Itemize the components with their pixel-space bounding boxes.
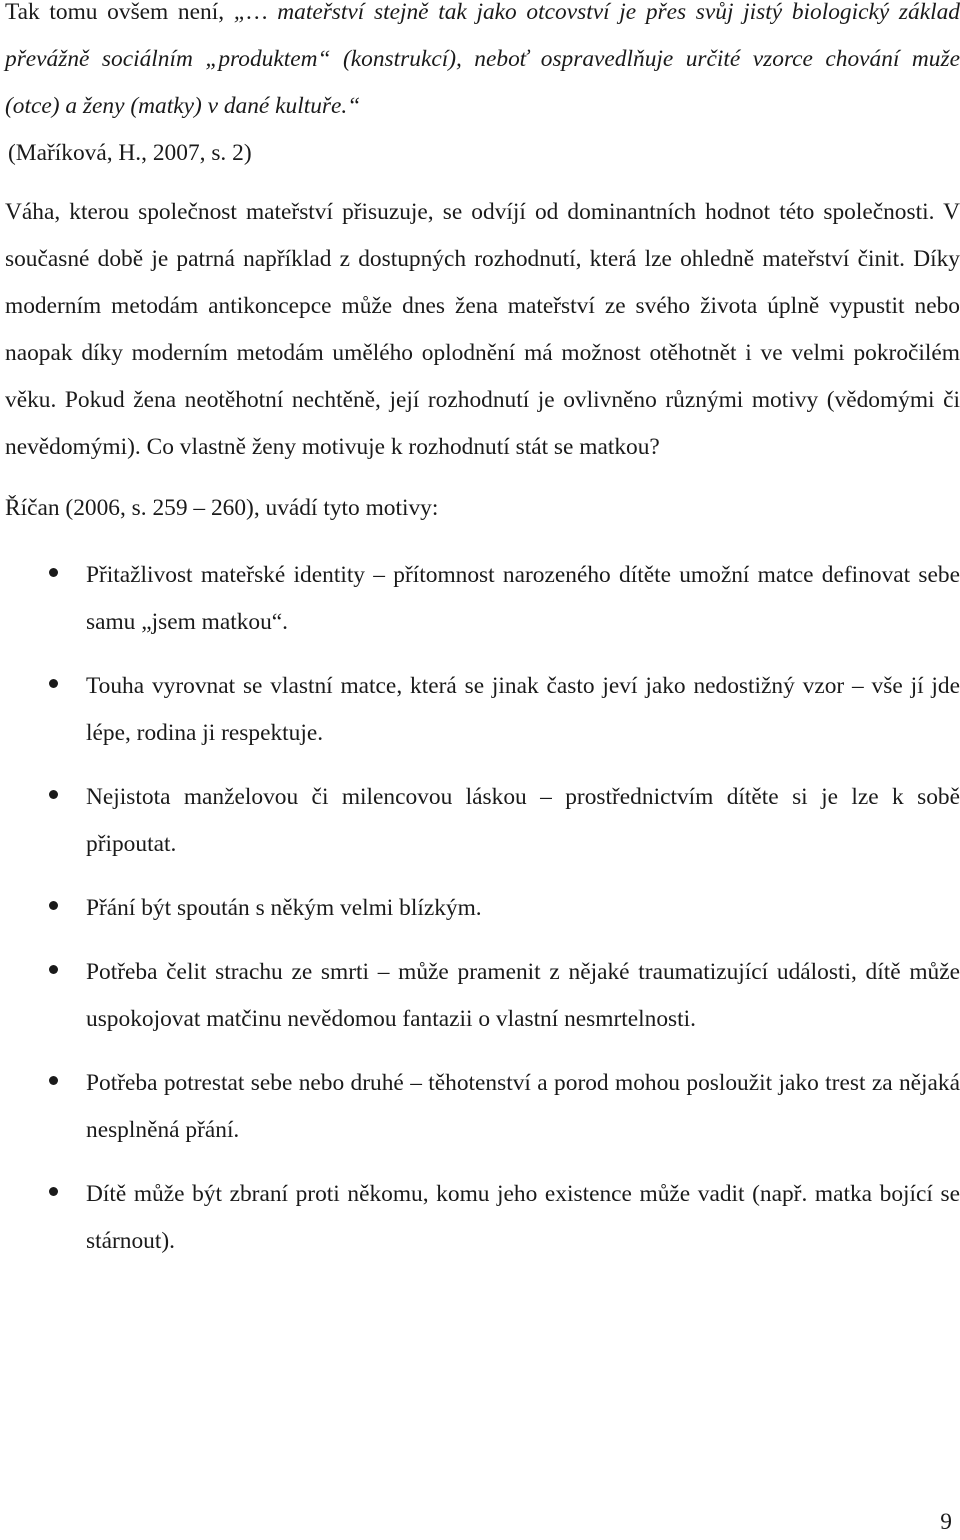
- bullet-icon: [49, 790, 58, 799]
- list-item: [5, 552, 960, 646]
- main-paragraph: Váha, kterou společnost mateřství přisuzuje, se odvíjí od dominantních hodnot této společnosti. V současné době je patrná například z dostupných rozhodnutí, která lze ohledně mateřství činit. Díky moderním metodám antikoncepce může dnes žena mateřství ze svého života úplně vypustit nebo naopak díky moderním metodám umělého oplodnění má možnost otěhotnět i ve velmi pokročilém věku. Pokud žena neotěhotní nechtěně, její rozhodnutí je ovlivněno různými motivy (vědomými či nevědomými). Co vlastně ženy motivuje k rozhodnutí stát se matkou?: [5, 199, 960, 460]
- bullet-icon: [49, 679, 58, 688]
- bullet-icon: [49, 568, 58, 577]
- list-item-text: Dítě může být zbraní proti někomu, komu jeho existence může vadit (např. matka bojící se stárnout).: [86, 1181, 960, 1254]
- quote-paragraph: [5, 0, 960, 130]
- list-item-text: Touha vyrovnat se vlastní matce, která se jinak často jeví jako nedostižný vzor – vše jí jde lépe, rodina ji respektuje.: [86, 673, 960, 746]
- quote-citation: (Maříková, H., 2007, s. 2): [8, 140, 252, 166]
- document-page: [5, 0, 960, 1282]
- page-number: 9: [940, 1509, 952, 1535]
- list-item-text: Potřeba čelit strachu ze smrti – může pramenit z nějaké traumatizující události, dítě může uspokojovat matčinu nevědomou fantazii o vlastní nesmrtelnosti.: [86, 959, 960, 1032]
- bullet-icon: [49, 901, 58, 910]
- list-item: [5, 885, 960, 932]
- bullet-icon: [49, 1187, 58, 1196]
- list-item: [5, 1171, 960, 1265]
- quote-text: „… mateřství stejně tak jako otcovství je přes svůj jistý biologický základ převážně sociálním „produktem“ (konstrukcí), neboť ospravedlňuje určité vzorce chování muže (otce) a ženy (matky) v dané kultuře.“: [5, 0, 960, 119]
- list-item: [5, 663, 960, 757]
- list-item: [5, 1060, 960, 1154]
- list-item: [5, 949, 960, 1043]
- list-item-text: Nejistota manželovou či milencovou láskou – prostřednictvím dítěte si je lze k sobě připoutat.: [86, 784, 960, 857]
- motives-list: [5, 552, 960, 1265]
- list-item-text: Přání být spoután s někým velmi blízkým.: [86, 895, 482, 921]
- quote-lead: Tak tomu ovšem není,: [5, 0, 234, 25]
- bullet-icon: [49, 1076, 58, 1085]
- bullet-icon: [49, 965, 58, 974]
- list-item-text: Přitažlivost mateřské identity – přítomnost narozeného dítěte umožní matce definovat sebe samu „jsem matkou“.: [86, 562, 960, 635]
- list-item: [5, 774, 960, 868]
- source-paragraph: Říčan (2006, s. 259 – 260), uvádí tyto motivy:: [5, 495, 439, 521]
- list-item-text: Potřeba potrestat sebe nebo druhé – těhotenství a porod mohou posloužit jako trest za nějaká nesplněná přání.: [86, 1070, 960, 1143]
